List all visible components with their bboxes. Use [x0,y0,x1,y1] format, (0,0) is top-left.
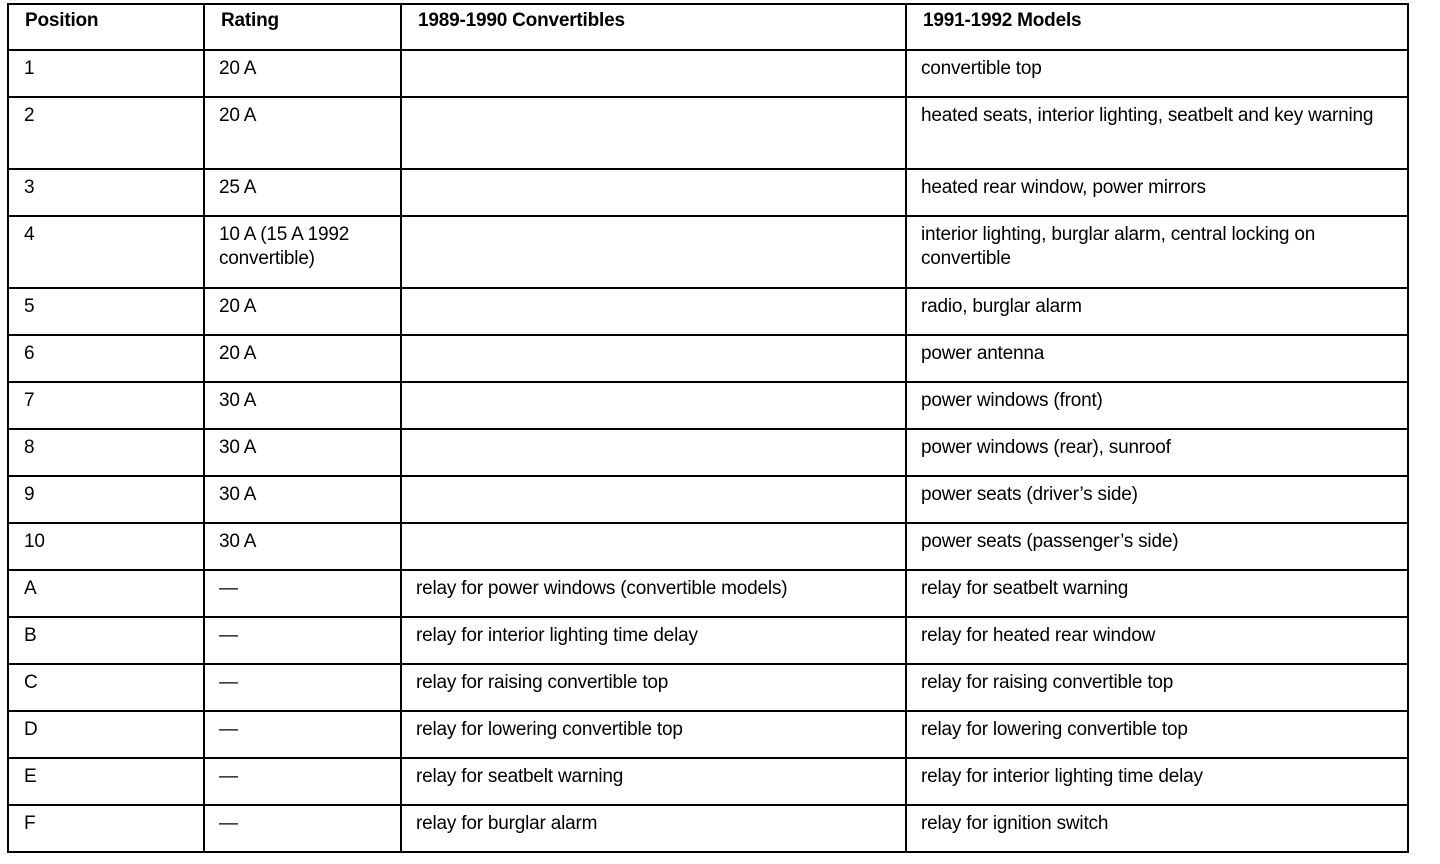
cell-1991-1992-models: relay for ignition switch [906,805,1408,852]
table-row [8,711,1408,758]
cell-1989-1990-convertibles [401,335,906,382]
table-row [8,50,1408,97]
table-row [8,664,1408,711]
cell-rating: 20 A [204,97,401,169]
table-row [8,617,1408,664]
cell-1991-1992-models: relay for raising convertible top [906,664,1408,711]
cell-position: 10 [8,523,204,570]
cell-rating: — [204,711,401,758]
cell-rating: 30 A [204,523,401,570]
cell-1991-1992-models: power windows (front) [906,382,1408,429]
table-row [8,288,1408,335]
cell-1991-1992-models: power seats (driver’s side) [906,476,1408,523]
cell-1991-1992-models: heated rear window, power mirrors [906,169,1408,216]
table-row [8,97,1408,169]
cell-1991-1992-models: relay for interior lighting time delay [906,758,1408,805]
cell-position: A [8,570,204,617]
cell-rating: 20 A [204,50,401,97]
cell-position: C [8,664,204,711]
header-1989-1990-convertibles: 1989-1990 Convertibles [401,4,906,50]
fuse-relay-table [7,3,1409,853]
table-row [8,523,1408,570]
cell-1991-1992-models: interior lighting, burglar alarm, central locking on convertible [906,216,1408,288]
cell-position: 8 [8,429,204,476]
cell-rating: 30 A [204,476,401,523]
cell-rating: 20 A [204,288,401,335]
header-position: Position [8,4,204,50]
cell-1989-1990-convertibles [401,216,906,288]
cell-rating: 10 A (15 A 1992 convertible) [204,216,401,288]
cell-position: 7 [8,382,204,429]
cell-position: B [8,617,204,664]
cell-1989-1990-convertibles [401,169,906,216]
cell-position: 4 [8,216,204,288]
table-row [8,429,1408,476]
cell-rating: — [204,805,401,852]
cell-1989-1990-convertibles: relay for raising convertible top [401,664,906,711]
cell-position: F [8,805,204,852]
cell-1991-1992-models: radio, burglar alarm [906,288,1408,335]
cell-position: 6 [8,335,204,382]
cell-rating: — [204,664,401,711]
cell-position: 2 [8,97,204,169]
table-row [8,805,1408,852]
cell-position: 3 [8,169,204,216]
cell-1989-1990-convertibles: relay for power windows (convertible models) [401,570,906,617]
cell-rating: — [204,758,401,805]
cell-1991-1992-models: power windows (rear), sunroof [906,429,1408,476]
cell-1989-1990-convertibles [401,382,906,429]
cell-1989-1990-convertibles [401,429,906,476]
cell-1991-1992-models: heated seats, interior lighting, seatbelt and key warning [906,97,1408,169]
cell-rating: — [204,570,401,617]
cell-1991-1992-models: convertible top [906,50,1408,97]
table-header-row [8,4,1408,50]
cell-1989-1990-convertibles [401,50,906,97]
cell-1989-1990-convertibles [401,476,906,523]
cell-rating: 25 A [204,169,401,216]
cell-position: E [8,758,204,805]
table-row [8,216,1408,288]
cell-1989-1990-convertibles: relay for interior lighting time delay [401,617,906,664]
cell-rating: 20 A [204,335,401,382]
header-1991-1992-models: 1991-1992 Models [906,4,1408,50]
cell-1991-1992-models: relay for lowering convertible top [906,711,1408,758]
table-row [8,335,1408,382]
cell-1989-1990-convertibles: relay for lowering convertible top [401,711,906,758]
cell-1991-1992-models: relay for heated rear window [906,617,1408,664]
cell-position: 1 [8,50,204,97]
cell-1991-1992-models: power seats (passenger’s side) [906,523,1408,570]
table-row [8,476,1408,523]
cell-rating: — [204,617,401,664]
table-row [8,570,1408,617]
cell-1991-1992-models: relay for seatbelt warning [906,570,1408,617]
fuse-relay-table-container [7,3,1407,853]
table-body [8,50,1408,852]
cell-rating: 30 A [204,382,401,429]
cell-1989-1990-convertibles [401,288,906,335]
cell-rating: 30 A [204,429,401,476]
cell-1989-1990-convertibles [401,523,906,570]
table-row [8,169,1408,216]
cell-position: 5 [8,288,204,335]
cell-position: D [8,711,204,758]
header-rating: Rating [204,4,401,50]
cell-1989-1990-convertibles: relay for seatbelt warning [401,758,906,805]
cell-position: 9 [8,476,204,523]
table-row [8,758,1408,805]
table-row [8,382,1408,429]
cell-1989-1990-convertibles [401,97,906,169]
cell-1991-1992-models: power antenna [906,335,1408,382]
cell-1989-1990-convertibles: relay for burglar alarm [401,805,906,852]
